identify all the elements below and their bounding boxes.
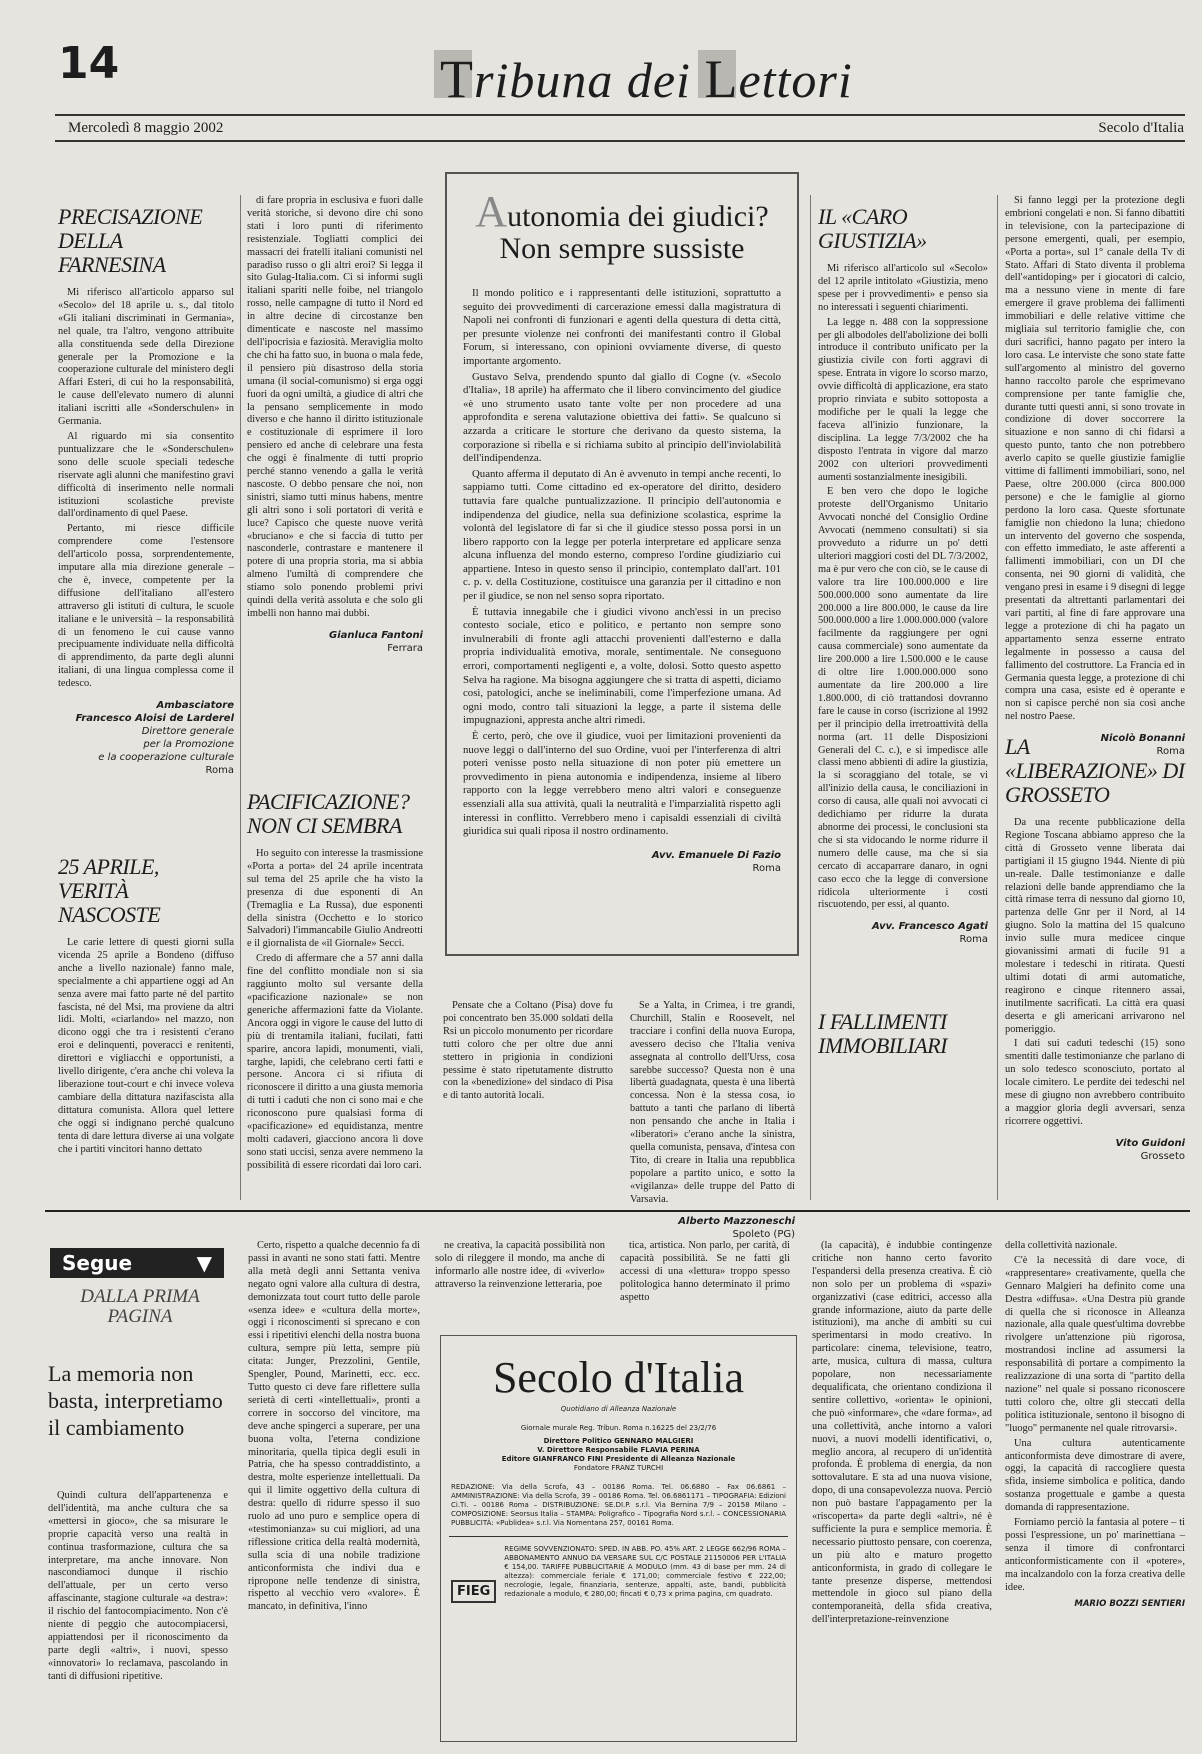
article-fallimenti-body xyxy=(1005,195,1185,758)
title-line-2: Non sempre sussiste xyxy=(499,232,745,265)
article-body xyxy=(463,287,781,839)
section-title-cap-2: L xyxy=(704,49,739,109)
article-caro-giustizia xyxy=(818,205,988,946)
signature-name: Avv. Emanuele Di Fazio xyxy=(651,849,781,861)
article-body xyxy=(1005,817,1185,1129)
column-divider xyxy=(810,195,811,1200)
page-number: 14 xyxy=(58,38,120,89)
paragraph: Le carie lettere di questi giorni sulla vicenda 25 aprile a Bondeno (diffuso anche a livello nazionale) fanno male, specialmente a chi appartiene oggi ad An senza avere mai fatto parte né del partito fascista, né del Msi, ma proviene da altri lidi. Molti, «ciarlando» nel mazzo, non dicono oggi che tra i resistenti c'erano eroi e delinquenti, poveracci e renitenti, direttori e vigliacchi e opportunisti, a livello dirigente, c'era anche chi voleva la liberazione tout-court e chi invece voleva cambiare della dittatura nazifascista alla dittatura comunista. Allora quel lettere che oggi si indignano perché qualcuno tenta di dare lettura diverse ai una volgate che i partiti vincitori hanno dettato xyxy=(58,937,234,1155)
signature-name: Avv. Francesco Agati xyxy=(871,921,988,933)
article-body xyxy=(58,937,234,1156)
signature-city: Roma xyxy=(205,765,234,777)
paragraph: Mi riferisco all'articolo sul «Secolo» del 12 aprile intitolato «Giustizia, meno spese per i provvedimenti» e penso sia no interessati i seguenti chiarimenti. xyxy=(818,263,988,313)
section-title-cap-1: T xyxy=(440,49,474,109)
paragraph: C'è la necessità di dare voce, di «rappresentare» creativamente, quella che Gennaro Malgieri ha definito come una Destra «diffusa». «Una Destra più grande di quella che si riconosce in Alleanza nazionale, alla quale quest'ultima dovrebbe rivolgere un'attenzione più rigorosa, mostrandosi incline ad assumersi la responsabilità di portare a compimento la realizzazione di una sorta di "partito della nazione" nel quale si possano riconoscere tutti coloro che, oltre gli steccati della politica istituzionale, sentono il bisogno di "luogo" permanente nel quale ritrovarsi». xyxy=(1005,1254,1185,1434)
paragraph: E ben vero che dopo le logiche proteste dell'Organismo Unitario Avvocati nonché del Consiglio Ordine Avvocati (nemmeno consultati) si sia provveduto a ridurre un po' detti ulteriori maggiori costi del DL 7/3/2002, ma è pur vero che con ciò, se le cause di valore tra lire 100.000.000 e lire 500.000.000 sono aumentate da lire 200.000 a lire 800.000, le cause da lire 500.000.000 a lire 1.000.000.000 (valore facilmente da raggiungere per ogni causa commerciale) sono aumentate da lire 200.000 a lire 1.500.000 e le cause di oltre lire 1.000.000.000 sono aumentate da lire 200.000 a lire 1.800.000, di ciò trattandosi dovranno fare le cause in corso (iscrizione al 1992 per il principio della irretroattività della norma (art. 11 delle Disposizioni Generali del C. c.), e si impedisce alle classi meno abbienti di adire la giustizia, la si scoraggiano del totale, se vi all'inizio della causa, le conciliazioni in corso di causa, alle quali noi avvocati ci dedichiamo per ridurre la durata abnorme dei processi, le conclusioni sta che si sta vidocando le norme ridurre il numero delle cause, ma che si sia cercato di accaparrare danaro, in ogni caso ecco che la legge di conversione ridicola ulteriormente i costi riscuotendo, per essi, al quanto. xyxy=(818,486,988,911)
section-title-part-1: ribuna dei xyxy=(474,52,705,108)
paragraph: Forniamo perciò la fantasia al potere – ti possi l'espressione, un po' marinettiana – senza il timore di confrontarci anticonformisticamente con il «potere», ma incalzandolo con la forza creativa delle idee. xyxy=(1005,1517,1185,1593)
segue-text: Segue xyxy=(62,1251,133,1275)
signature-name: Gianluca Fantoni xyxy=(329,629,423,641)
article-fallimenti xyxy=(818,1010,988,1058)
article-fantoni xyxy=(247,195,423,655)
paragraph: Ho seguito con interesse la trasmissione «Porta a porta» del 24 aprile incentrata sul tema del 25 aprile che ha visto la presenza di due esponenti di An (Tremaglia e La Russa), due esponenti della sinistra (Occhetto e lo storico Salvadori) l'immancabile Giulio Andreotti e il giornalista de «il Giornale» Secci. xyxy=(247,848,423,950)
paragraph: della collettività nazionale. xyxy=(1005,1240,1118,1251)
segue-col-6 xyxy=(1005,1240,1185,1611)
dateline-rule xyxy=(55,140,1185,142)
article-body xyxy=(58,287,234,691)
paragraph: ne creativa, la capacità possibilità non solo di rileggere il mondo, ma anche di informarlo alle nostre idee, di «viverlo» attraverso la reinvenzione letteraria, poe xyxy=(435,1240,605,1290)
segue-col-3 xyxy=(435,1240,605,1294)
paragraph: Una cultura autenticamente anticonformista deve dimostrare di avere, oggi, la capacità di raccogliere questa sfida, insieme simbolica e politica, dando sostanza progettuale e gambe a questa domanda di rappresentazione. xyxy=(1005,1437,1185,1514)
paragraph: Si fanno leggi per la protezione degli embrioni congelati e non. Si fanno dibattiti in televisione, con la partecipazione di persone emergenti, quali, per esempio, «Porta a porta», sul 1° canale della Tv di Stato. Affari di Stato diventa il problema dell'«antidoping» per i giocatori di calcio, ma a nessuno viene in mente di fare emergere il grave problema dei fallimenti immobiliari e delle relative vittime che migliaia sul territorio famiglie che, con duri sacrifici, hanno pagato per intero la loro casa. Le interviste che sono state fatte sull'argomento al ministro del governo hanno raccolto parole che esprimevano comprensione per tante famiglie che, durante tutti questi anni, si sono trovate in condizione di dover soccorrere la situazione e non sanno di chi fidarsi a questo punto, tanto che non potrebbero averlo capito se quelle giustizie famiglie vittime di fallimenti immobiliari, sono, nel Paese, oltre 200.000 (circa 800.000 persone) e che le famiglie al giorno perdono la loro casa. Queste sfortunate famiglie non chiedono la luna; chiedono un intervento del governo che sospenda, con effetto immediato, le aste afferenti a fallimenti immobiliari, con un DI che consenta, nei 90 giorni di validità, che vengano presi in esame i 9 disegni di legge presentati da altrettanti parlamentari dei vari partiti, al fine di fare approvare una legge a protezione di chi ha pagato un appartamento senza esserne entrato legalmente in possesso a causa del fallimento del costruttore. La Francia ed in Germania questa legge, a protezione di chi compra una casa, esiste ed è operante e non si capisce perché non sia così anche nel nostro Paese. xyxy=(1005,195,1185,723)
signature-city: Roma xyxy=(959,934,988,946)
article-grosseto xyxy=(1005,735,1185,1163)
signature-title: per la Promozione xyxy=(143,739,234,751)
title-line-1: utonomia dei giudici? xyxy=(507,200,769,233)
column-divider xyxy=(997,195,998,1200)
paragraph: Certo, rispetto a qualche decennio fa di passi in avanti ne sono stati fatti. Mentre alla metà degli anni Settanta veniva negato ogni valore alla cultura di destra, demonizzata tout court tutto delle parole «senza idee» e «cultura della morte», oggi i riconoscimenti si sprecano e con essi i ripetitivi elenchi della nostra buona cultura, sempre più letta, sempre più citata: Junger, Prezzolini, Gentile, Spengler, Pound, Marinetti, ecc. ecc. Tutto questo ci deve fare riflettere sulla serietà di certi «intellettuali», pronti a correre in soccorso del vincitore, ma deve anche spingerci a superare, per una buona volta, l'eterna condizione minoritaria, quella tipica degli esuli in Patria, che ha spesso contraddistinto, a destra, molte esperienze intellettuali. Da qui il limite oggettivo della cultura di destra: quello di ridurre spesso il suo ruolo ad uno puro e semplice opera di «testimonianza» su cui migliori, ad una riflessione critica della realtà modernità, sulla scia di una nobile tradizione anticonformista che indivi dua e ripropone nelle tendenze di sinistra, rispetto al vecchio vero «valore». È mancato, in definitiva, l'inno xyxy=(248,1240,421,1613)
article-title: PACIFICAZIONE? NON CI SEMBRA xyxy=(247,789,410,838)
paragraph: Gustavo Selva, prendendo spunto dal giallo di Cogne (v. «Secolo d'Italia», 18 aprile) ha affermato che il libero convincimento del giudice «è uno strumento usato tante volte per non procedere ad una approfondita e serena valutazione obiettiva dei fatti». Se qualcuno si azzarda a criticare le storture che derivano da questo sistema, la corporazione si ribella e si richiama subito al principio dell'inviolabilità dell'indipendenza. xyxy=(463,370,781,465)
signature-role: Ambasciatore xyxy=(156,700,234,712)
imprint-founder: Fondatore FRANZ TURCHI xyxy=(573,1464,664,1472)
paragraph: Il mondo politico e i rappresentanti delle istituzioni, soprattutto a seguito dei provvedimenti di carcerazione emessi dalla magistratura di Napoli nei confronti di funzionari e agenti della questura di detta città, per presunte violenze nei confronti dei manifestanti contro il Global Forum, si interessano, con opinioni ovviamente diverse, di questo importante argomento. xyxy=(463,287,781,367)
article-body xyxy=(630,1000,795,1207)
article-body xyxy=(818,263,988,912)
article-pacificazione xyxy=(247,790,423,1175)
imprint-director: Direttore Politico GENNARO MALGIERI xyxy=(543,1437,694,1445)
article-title: LA «LIBERAZIONE» DI GROSSETO xyxy=(1005,734,1185,807)
article-autonomia-box xyxy=(445,172,799,956)
paragraph: È tuttavia innegabile che i giudici vivono anch'essi in un preciso contesto sociale, etico e politico, e pertanto non sempre sono invulnerabili di fronte agli attacchi provenienti dall'esterno e dalla propria individualità emotiva, morale, sentimentale. Ne conseguono errori, comportamenti negligenti e, a volte, dolosi. Sotto questo aspetto Selva ha ragione. Ma bisogna aggiungere che si tratta di aspetti, diciamo così, patologici, anche se ineliminabili, come l'imperfezione umana. Ad ogni modo, contro tali situazioni la legge, a parte il sistema delle impugnazioni, appresta anche altri rimedi. xyxy=(463,605,781,727)
paragraph: Mi riferisco all'articolo apparso sul «Secolo» del 18 aprile u. s., dal titolo «Gli italiani discriminati in Germania», nel quale, tra l'altro, vengono attribuite alla constituenda sede della Direzione generale per la Promozione e la cooperazione culturale del ministero degli Affari Esteri, di cui ho la responsabilità, le cause dell'elevato numero di alunni italiani iscritti alle «Sonderschulen» in Germania. xyxy=(58,287,234,428)
imprint-registration: Giornale murale Reg. Tribun. Roma n.16225 del 23/2/76 xyxy=(520,1424,717,1432)
dateline: Mercoledì 8 maggio 2002 xyxy=(68,120,224,136)
signature-title: e la cooperazione culturale xyxy=(98,752,234,764)
article-farnesina xyxy=(58,205,234,777)
article-body xyxy=(247,195,423,621)
imprint-logo: Secolo d'Italia xyxy=(492,1353,745,1402)
segue-headline: La memoria non basta, interpretiamo il cambiamento xyxy=(48,1361,223,1440)
imprint-subtitle: Quotidiano di Alleanza Nazionale xyxy=(560,1405,677,1413)
article-title: I FALLIMENTI IMMOBILIARI xyxy=(818,1009,947,1058)
paragraph: di fare propria in esclusiva e fuori dalle verità storiche, si devono dire chi sono stati i loro punti di riferimento resistenziale. Togliatti complici dei massacri dei fratelli italiani comunisti nel paradiso russo o gli altri eroi? Si legga il sito Gulag-Italia.com. Ci si informi sugli italiani spariti nelle foibe, nel triangolo rosso, nelle campagne di tutto il Nord ed in altre decine di circostanze ben dimenticate e nascoste nel massimo dell'ipocrisia e faziosità. Meraviglia molto che chi ha fatto suo, in buona o mala fede, il pensiero più disastroso della storia umana (il social-comunismo) si erga oggi fuori da ogni umiltà, a giudice di altri che la pensano semplicemente in modo diverso e che hanno il diritto istituzionale e costituzionale di esprimere il loro pensiero ed anche di celebrare una festa che oggi è finalmente di tutti proprio perché stanno venendo a galla le verità nascoste. O debbo pensare che noi, non sinistri, siamo tutti minus habens, mentre gli altri sono i soli portatori di verità e luce? Capisco che queste nuove verità «bruciano» e che si faccia di tutto per nasconderle, contrastare e mantenere il potere di una propria storia, ma si abbia almeno l'umiltà di comprendere che stiamo solo ponendo problemi privi quindi della verità assoluta e che solo gli imbelli non hanno mai dubbi. xyxy=(247,195,423,619)
signature-name: Alberto Mazzoneschi xyxy=(678,1215,795,1227)
segue-arrow-icon: ▼ xyxy=(196,1251,212,1275)
segue-col-5 xyxy=(812,1240,992,1629)
signature-name: Nicolò Bonanni xyxy=(1100,733,1185,745)
article-title: 25 APRILE, VERITÀ NASCOSTE xyxy=(58,854,161,927)
paragraph: I dati sui caduti tedeschi (15) sono smentiti dalle testimonianze che parlano di un solo tedesco sconosciuto, portato al locale cimitero. Le perdite dei tedeschi nel mese di giugno non avrebbero contribuito a maggior gloria degli avversari, senza ricorrere oggettivi. xyxy=(1005,1038,1185,1127)
paragraph: tica, artistica. Non parlo, per carità, di capacità possibilità. Se ne fatti gli accessi di una «lettura» troppo spesso politologica hanno determinato il primo aspetto xyxy=(620,1240,790,1303)
signature-city: Grosseto xyxy=(1140,1150,1185,1162)
paragraph: È certo, però, che ove il giudice, vuoi per limitazioni provenienti da nuove leggi o dall'interno del suo Ordine, vuoi per l'interferenza di altri poteri venisse posto nella situazione di non poter più emettere un provvedimento in piena autonomia e indipendenza, insieme al libero rapporto con la legge verrebbero meno altri valori e conseguenze essenziali alla sua attività, quali la neutralità e l'imparzialità rispetto agli interessi in conflitto. Verrebbero meno i capisaldi essenziali di civiltà giuridica sui quali riposa il nostro ordinamento. xyxy=(463,730,781,838)
signature-title: Direttore generale xyxy=(141,726,234,738)
paragraph: (la capacità), è indubbie contingenze critiche non hanno certo favorito l'espandersi della presenza creativa. È ciò non solo per un problema di «spazi» organizzativi (case editrici, accesso alla grande informazione, aiuto da parte delle istituzioni), ma anche di ambiti su cui sperimentarsi in modo creativo. In particolare: cinema, televisione, teatro, arte, musica, cultura di massa, cultura popolare, non necessariamente dequalificata, che orientano condiziona il sentire collettivo, «orienta» le opinioni, che può «informare», che «dare forma», ad una collettività, anche intorno a valori nuovi, a nuovi modelli identificativi, o, meglio ancora, al recupero di un'identità profonda. È problema di energia, da non sottovalutare. E sta ad una nuova visione, dopo, di una consapevolezza nuova. Perciò non può bastare l'appagamento per la «riscoperta» da parte degli «altri», né è sufficiente la pura e semplice memoria. È necessario piuttosto pensare, con coerenza, un più alto e maturo progetto anticonformista, in grado di collegare le tante presenze disperse, mettendosi mettendole in gioco sul piano della contemporaneità, della sfida creativa, dell'interpretazione-reinvenzione xyxy=(812,1240,992,1626)
signature-name: Francesco Aloisi de Larderel xyxy=(75,713,234,725)
paragraph: Pertanto, mi riesce difficile comprendere come l'estensore dell'articolo possa, sorprendentemente, imputare alla mia direzione generale – che è, invece, competente per la diffusione dell'italiano all'estero attraverso gli istituti di cultura, le scuole italiane e le università – la responsabilità di un fenomeno le cui cause vanno precipuamente individuate nella difficoltà di apprendimento, da parte degli alunni italiani, di una lingua complessa come il tedesco. xyxy=(58,523,234,690)
segue-col-4 xyxy=(620,1240,790,1307)
segue-col-1 xyxy=(48,1490,228,1686)
paragraph: Quindi cultura dell'appartenenza e dell'identità, ma anche cultura che sa «mettersi in gioco», che sa misurare le proprie capacità verso una realtà in continua trasformazione, cultura che sa interpretare, ma anche innovare. Non nascondiamoci dunque il rischio dell'attuale, per un certo verso affascinante, stagione culturale «a destra»: il rischio del fantocompiacimento. Non c'è niente di peggio che autocompiacersi, appiattendosi per il riconoscimento da parte degli «altri», i nuovi, spesso «innovatori» lo reclamava, pascolando in tanti di diffusioni ripetitive. xyxy=(48,1490,228,1682)
masthead-rule xyxy=(55,114,1185,116)
article-body xyxy=(1005,1240,1185,1594)
fieg-text: FIEG xyxy=(451,1580,496,1603)
imprint-rates: REGIME SOVVENZIONATO: SPED. IN ABB. PO. 45% ART. 2 LEGGE 662/96 ROMA – ABBONAMENTO ANNUO DA VERSARE SUL C/C POSTALE 21150006 PER L'ITALIA € 154,00. TARIFFE PUBBLICITARIE A MODULO (mm. 43 di base per mm. 24 di altezza): commerciale feriale € 171,00; commerciale festivo € 222,00; necrologie, legale, finanziaria, sentenze, appalti, aste, bandi, pubblicità redazionale a modulo, € 280,00; fincati € 0,73 x prima pagina, cm quadrato. xyxy=(504,1545,786,1598)
article-mazzoneschi-col2 xyxy=(630,1000,795,1241)
signature-city: Spoleto (PG) xyxy=(732,1228,795,1240)
imprint-box xyxy=(440,1335,797,1742)
section-separator xyxy=(45,1210,1190,1212)
paragraph: Credo di affermare che a 57 anni dalla fine del conflitto mondiale non si sia raggiunto molto sul versante della «pacificazione nazionale» se non generiche affermazioni fatte da Violante. Ancora oggi in vigore le cause del lutto di più di trentamila italiani, fucilati, fatti sparire, ancora lapidi, monumenti, viali, targhe, lapidi, che celebrano certi fatti e persone. Ancora ci si rifiuta di riconoscere il diritto a una giusta memoria di tutti i caduti che non ci sono mai e che riconoscono pure qualsiasi forma di «pacificazione» ed equidistanza, mentre molti cadaveri, giacciono ancora lì dove sono stati uccisi, senza avere nemmeno la possibilità di essere ricordati dai loro cari. xyxy=(247,953,424,1171)
article-25-aprile xyxy=(58,855,234,1158)
article-mazzoneschi-col1 xyxy=(443,1000,613,1105)
paragraph: Pensate che a Coltano (Pisa) dove fu poi concentrato ben 35.000 soldati della Rsi un piccolo monumento per ricordare tutti coloro che per oltre due anni stettero in prigionia in condizioni pessime è stato ripetutamente distrutto con la «benedizione» del sindaco di Pisa e di tanto autorità locali. xyxy=(443,1000,613,1102)
signature-name: Vito Guidoni xyxy=(1115,1137,1185,1149)
paragraph: Al riguardo mi sia consentito puntualizzare che le «Sonderschulen» sono delle scuole speciali tedesche riservate agli alunni che manifestino gravi difficoltà di inserimento nelle normali istituzioni scolastiche previste dall'ordinamento di quel Paese. xyxy=(58,430,234,520)
column-divider xyxy=(240,195,241,1200)
segue-author: MARIO BOZZI SENTIERI xyxy=(1074,1599,1185,1610)
fieg-logo xyxy=(451,1580,496,1599)
paragraph: Quanto afferma il deputato di An è avvenuto in tempi anche recenti, lo sappiamo tutti. Come cittadino ed ex-operatore del diritto, desidero tuttavia fare qualche puntualizzazione. Il principio dell'autonomia e indipendenza del giudice, nella sua definizione scolastica, esprime la volontà del legislatore di far sì che il giudice stesso possa porsi in un libero rapporto con la legge per poterla interpretare ed applicare senza alcuna influenza del mondo esterno, compreso l'ordine giudiziario cui appartiene. Inteso in questo senso il principio, contemplato dall'art. 101 c. p. v. della Costituzione, costituisce una garanzia per il cittadino e non per il giudice, se non nel senso sopra riportato. xyxy=(463,467,781,603)
imprint-addresses: REDAZIONE: Via della Scrofa, 43 – 00186 Roma. Tel. 06.6880 – Fax 06.6861 – AMMINISTRAZIONE: Via della Scrofa, 39 – 00186 Roma. Tel. 06.6861171 – TIPOGRAFIA: Edizioni Ci.Ti. – 00186 Roma – DISTRIBUZIONE: SE.DI.P. s.r.l. Via Bernina 7/9 – 20158 Milano – COMPOSIZIONE: Seorsus Italia – STAMPA: Poligrafico – Tipografia Nord s.r.l. – CONCESSIONARIA PUBBLICITÀ: «Publidea» s.r.l. Via Nomentana 257, 00161 Roma. xyxy=(451,1483,786,1527)
dalla-prima-pagina: DALLA PRIMA PAGINA xyxy=(80,1286,200,1327)
imprint-rule xyxy=(449,1536,788,1537)
imprint-vice-director: V. Direttore Responsabile FLAVIA PERINA xyxy=(537,1446,700,1454)
article-title: IL «CARO GIUSTIZIA» xyxy=(818,204,927,253)
section-title xyxy=(440,48,853,110)
signature-city: Ferrara xyxy=(387,642,423,654)
paragraph: La legge n. 488 con la soppressione per gli albodoles dell'abolizione dei bolli introduce il contributo unificato per la giustizia civile con forti aggravi di spese. Entrata in vigore lo scorso marzo, ovvie difficoltà di applicazione, era stato proprio rinviata e subito sottoposta a modifiche per le quali la legge che faceva all'inizio funzionare, la disciplina. La legge 7/3/2002 che ha disposto l'entrata in vigore dal marzo 2002 con ulteriori provvedimenti aumenti sostanzialmente inesigibili. xyxy=(818,316,988,483)
title-drop-letter: A xyxy=(475,187,508,236)
paper-name: Secolo d'Italia xyxy=(1098,120,1184,136)
imprint-rates-row xyxy=(451,1545,786,1599)
article-title: PRECISAZIONE DELLA FARNESINA xyxy=(58,204,203,277)
paragraph: Se a Yalta, in Crimea, i tre grandi, Churchill, Stalin e Roosevelt, nel tracciare i confini della nuova Europa, avessero deciso che l'Italia veniva assegnata al controllo dell'Urss, cosa sarebbe successo? Questa non è una libertà guadagnata, questa è una libertà concessa. Non è la stessa cosa, io battuto a tanti che parlano di libertà non pensando che anche in Italia i «liberatori» c'erano anche la sinistra, quella comunista, pensava, d'intesa con Tito, di creare in Italia una repubblica popolare a partito unico, e sotto la «vigilanza» delle truppe del Patto di Varsavia. xyxy=(630,1000,795,1205)
article-title xyxy=(447,187,797,265)
segue-label xyxy=(50,1248,224,1278)
signature-city: Roma xyxy=(752,862,781,874)
signature-city: Roma xyxy=(1156,746,1185,758)
segue-col-2 xyxy=(248,1240,420,1616)
imprint-publisher: Editore GIANFRANCO FINI Presidente di Alleanza Nazionale xyxy=(501,1455,736,1463)
paragraph: Da una recente pubblicazione della Regione Toscana abbiamo appreso che la città di Grosseto venne liberata dai partigiani il 15 giugno 1944. Niente di più un-reale. Dalle testimonianze e dalle relazioni delle bande apprendiamo che la città rimase terra di nessuno dal giorno 10, partenza delle Gnr per il Nord, al 14 giugno. Solo la mattina del 15 qualcuno invio sulle mura medicee cinque giovanissimi armati di fucile 91 a molestare i tedeschi in ritirata. Questi ultimi dotati di armi automatiche, reagirono e cinque ritennero assai, inutilmente sacrificati. La città era quasi deserta e gli americani arrivarono nel pomeriggio. xyxy=(1005,817,1185,1035)
article-body xyxy=(247,848,423,1173)
section-title-part-2: ettori xyxy=(738,52,853,108)
